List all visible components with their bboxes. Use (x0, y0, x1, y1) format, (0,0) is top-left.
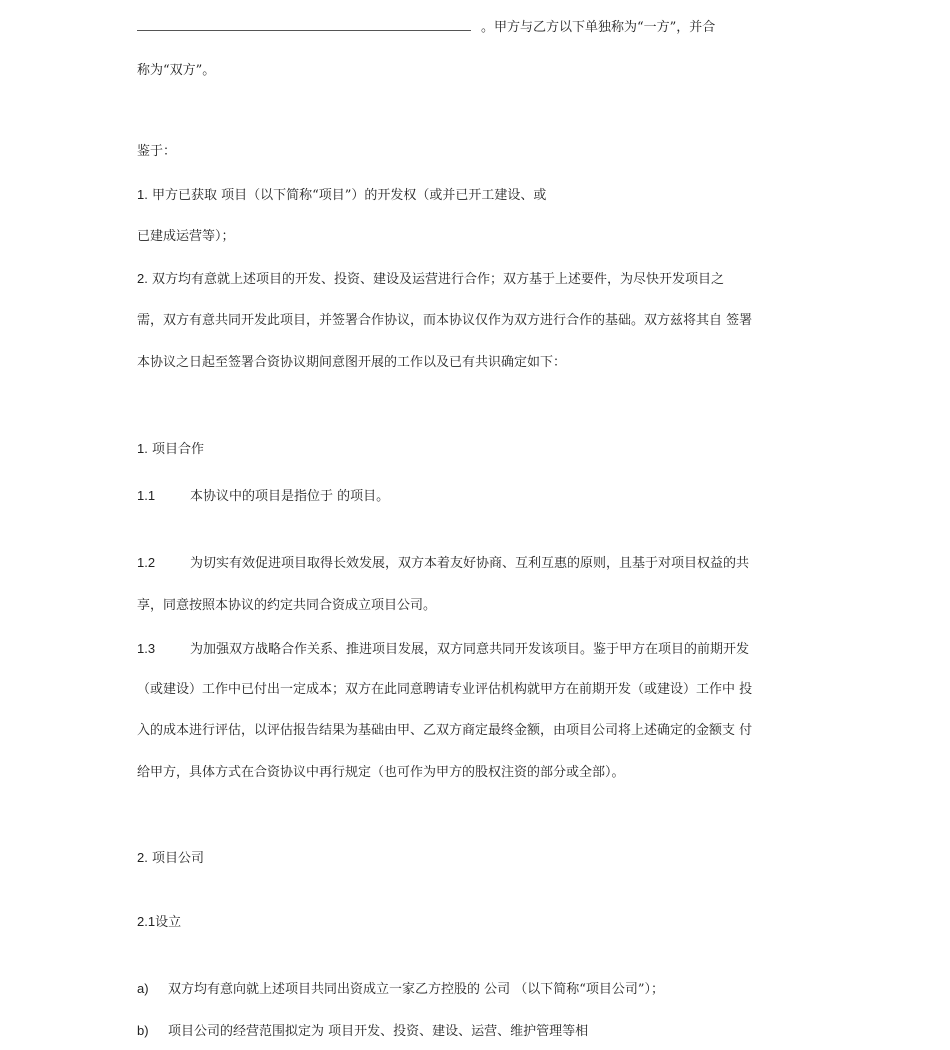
recital-2-cont-2: 本协议之日起至签署合资协议期间意图开展的工作以及已有共识确定如下： (137, 355, 567, 370)
recital-2: 2. 双方均有意就上述项目的开发、投资、建设及运营进行合作；双方基于上述要件，为尽快开发项目之 (137, 271, 724, 287)
clause-1-3-cont-3: 给甲方，具体方式在合资协议中再行规定（也可作为甲方的股权注资的部分或全部）。 (137, 765, 625, 780)
clause-1-3: 1.3 为加强双方战略合作关系、推进项目发展，双方同意共同开发该项目。鉴于甲方在项目的前期开发 (137, 641, 750, 657)
clause-1-1: 1.1 本协议中的项目是指位于 的项目。 (137, 488, 390, 504)
section-1-heading: 1. 项目合作 (137, 441, 204, 457)
recital-2-cont-1: 需，双方有意共同开发此项目，并签署合作协议，而本协议仅作为双方进行合作的基础。双方兹将其自 签署 (137, 313, 753, 328)
clause-1-2-cont: 享，同意按照本协议的约定共同合资成立项目公司。 (137, 598, 437, 613)
list-item-b: b) 项目公司的经营范围拟定为 项目开发、投资、建设、运营、维护管理等相 (137, 1023, 589, 1039)
clause-1-2: 1.2 为切实有效促进项目取得长效发展，双方本着友好协商、互利互惠的原则，且基于对项目权益的共 (137, 555, 750, 571)
clause-2-1-heading: 2.1设立 (137, 914, 182, 930)
recital-1: 1. 甲方已获取 项目（以下简称“项目”）的开发权（或并已开工建设、或 (137, 187, 547, 203)
recital-1-cont: 已建成运营等）； (137, 229, 235, 244)
list-item-a: a) 双方均有意向就上述项目共同出资成立一家乙方控股的 公司 （以下简称“项目公司”）； (137, 981, 665, 997)
party-definition-line: 。甲方与乙方以下单独称为“一方”，并合 (137, 19, 715, 37)
section-2-heading: 2. 项目公司 (137, 850, 204, 866)
recital-heading: 鉴于： (137, 144, 177, 159)
clause-1-3-cont-2: 入的成本进行评估，以评估报告结果为基础由甲、乙双方商定最终金额，由项目公司将上述确定的金额支 付 (137, 723, 753, 738)
party-definition-line-cont: 称为“双方”。 (137, 63, 216, 78)
clause-1-3-cont-1: （或建设）工作中已付出一定成本；双方在此同意聘请专业评估机构就甲方在前期开发（或建设）工作中 投 (137, 682, 753, 697)
blank-fill-line (137, 29, 471, 31)
